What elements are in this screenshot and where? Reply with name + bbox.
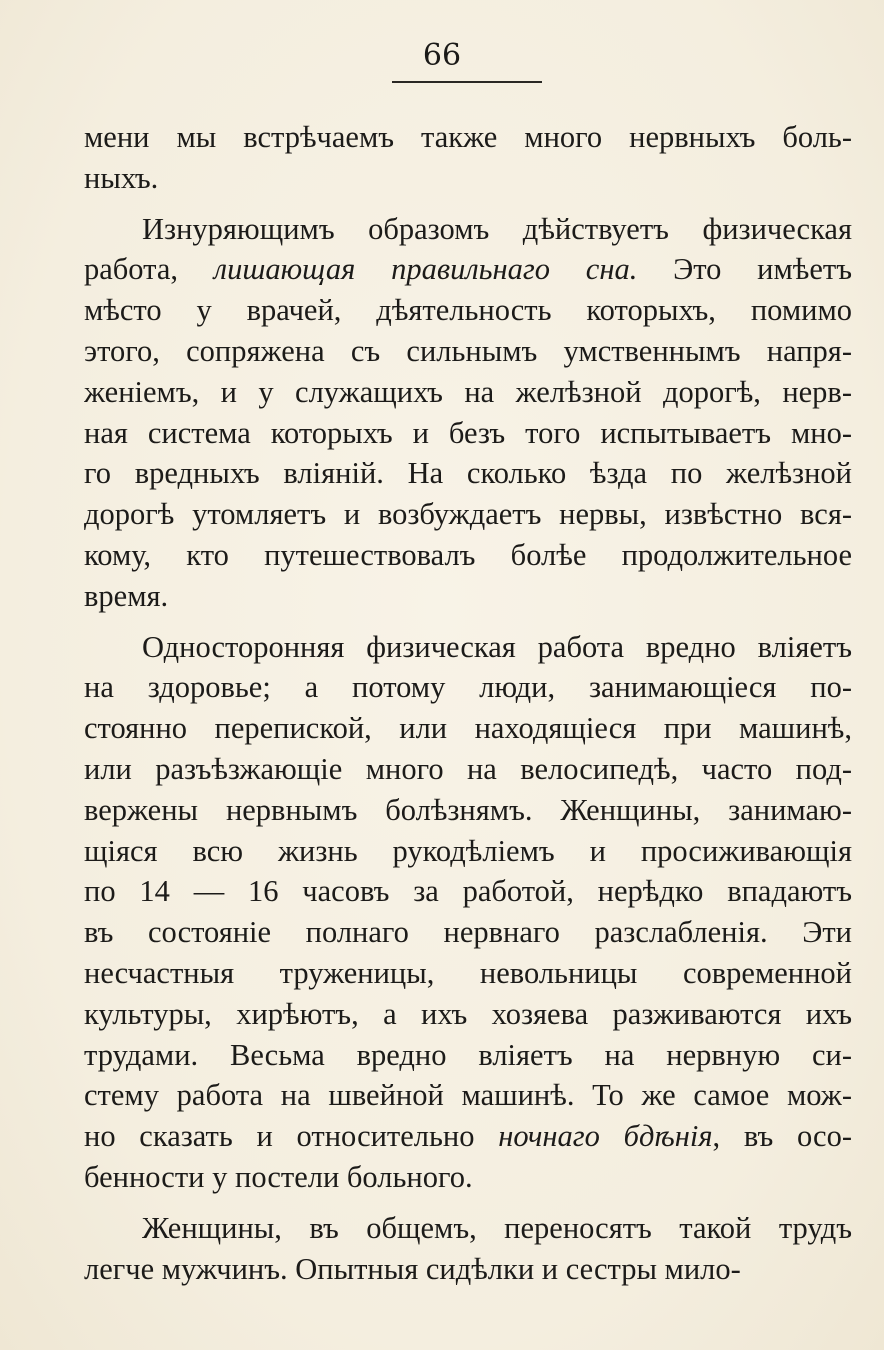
text-line <box>84 994 852 1035</box>
text-line <box>84 749 852 790</box>
text-line <box>84 290 852 331</box>
text-line <box>84 494 852 535</box>
text-line <box>84 413 852 454</box>
paragraph <box>84 209 852 617</box>
text-line <box>84 871 852 912</box>
text-line <box>84 1075 852 1116</box>
text-run: трудами. Весьма вредно вліяетъ на нервную си- <box>84 1037 852 1072</box>
text-line <box>84 1116 852 1157</box>
text-line <box>84 1035 852 1076</box>
page-body-text <box>84 117 852 1289</box>
italic-text-run: ночнаго бдѣнія <box>498 1119 713 1154</box>
text-run: въ состояніе полнаго нервнаго разслабленія. Эти <box>84 915 852 950</box>
text-run: на здоровье; а потому люди, занимающіеся по- <box>84 670 852 705</box>
text-line <box>84 453 852 494</box>
text-line <box>84 117 852 158</box>
text-line <box>84 1249 852 1290</box>
paragraph-gap <box>84 1198 852 1208</box>
paragraph-gap <box>84 617 852 627</box>
text-run: несчастныя труженицы, невольницы современной <box>84 955 852 990</box>
paragraph <box>84 117 852 199</box>
text-run: бенности у постели больного. <box>84 1159 473 1194</box>
text-line <box>84 1157 852 1198</box>
text-line <box>84 627 852 668</box>
text-line <box>84 249 852 290</box>
text-run: Это имѣетъ <box>637 252 852 287</box>
text-run: стоянно перепиской, или находящіеся при машинѣ, <box>84 711 852 746</box>
text-run: го вредныхъ вліяній. На сколько ѣзда по желѣзной <box>84 456 852 491</box>
text-line <box>84 790 852 831</box>
paragraph <box>84 627 852 1198</box>
text-line <box>84 912 852 953</box>
text-run: ная система которыхъ и безъ того испытываетъ мно- <box>84 415 852 450</box>
text-line <box>84 209 852 250</box>
text-run: Изнуряющимъ образомъ дѣйствуетъ физическая <box>142 211 852 246</box>
text-run: работа, <box>84 252 214 287</box>
text-line <box>84 953 852 994</box>
text-run: вержены нервнымъ болѣзнямъ. Женщины, занимаю- <box>84 792 852 827</box>
text-line <box>84 535 852 576</box>
page-number: 66 <box>422 38 462 73</box>
text-run: женіемъ, и у служащихъ на желѣзной дорогѣ, нерв- <box>84 374 852 409</box>
text-run: Женщины, въ общемъ, переносятъ такой трудъ <box>142 1210 852 1245</box>
text-run: этого, сопряжена съ сильнымъ умственнымъ напря- <box>84 333 852 368</box>
text-run: легче мужчинъ. Опытныя сидѣлки и сестры мило- <box>84 1251 741 1286</box>
text-line <box>84 831 852 872</box>
text-run: стему работа на швейной машинѣ. То же самое мож- <box>84 1078 852 1113</box>
text-line <box>84 667 852 708</box>
text-line <box>84 331 852 372</box>
text-line <box>84 158 852 199</box>
text-run: или разъѣзжающіе много на велосипедѣ, часто под- <box>84 751 852 786</box>
text-run: мени мы встрѣчаемъ также много нервныхъ боль- <box>84 120 852 154</box>
text-run: , въ осо- <box>712 1119 852 1154</box>
text-run: культуры, хирѣютъ, а ихъ хозяева разживаются ихъ <box>84 996 852 1031</box>
text-run: ныхъ. <box>84 160 159 195</box>
text-run: кому, кто путешествовалъ болѣе продолжительное <box>84 537 852 572</box>
text-run: но сказать и относительно <box>84 1119 499 1154</box>
text-run: Односторонняя физическая работа вредно вліяетъ <box>142 629 852 664</box>
text-run: щіяся всю жизнь рукодѣліемъ и просиживающія <box>84 833 852 868</box>
text-line <box>84 708 852 749</box>
header-rule <box>392 81 542 83</box>
text-run: время. <box>84 578 169 613</box>
paragraph <box>84 1208 852 1290</box>
italic-text-run: лишающая правильнаго сна. <box>213 252 638 287</box>
text-line <box>84 1208 852 1249</box>
text-run: по 14 — 16 часовъ за работой, нерѣдко впадаютъ <box>84 874 852 909</box>
text-line <box>84 372 852 413</box>
text-line <box>84 576 852 617</box>
paragraph-gap <box>84 199 852 209</box>
text-run: мѣсто у врачей, дѣятельность которыхъ, помимо <box>84 293 852 328</box>
text-run: дорогѣ утомляетъ и возбуждаетъ нервы, извѣстно вся- <box>84 497 852 532</box>
